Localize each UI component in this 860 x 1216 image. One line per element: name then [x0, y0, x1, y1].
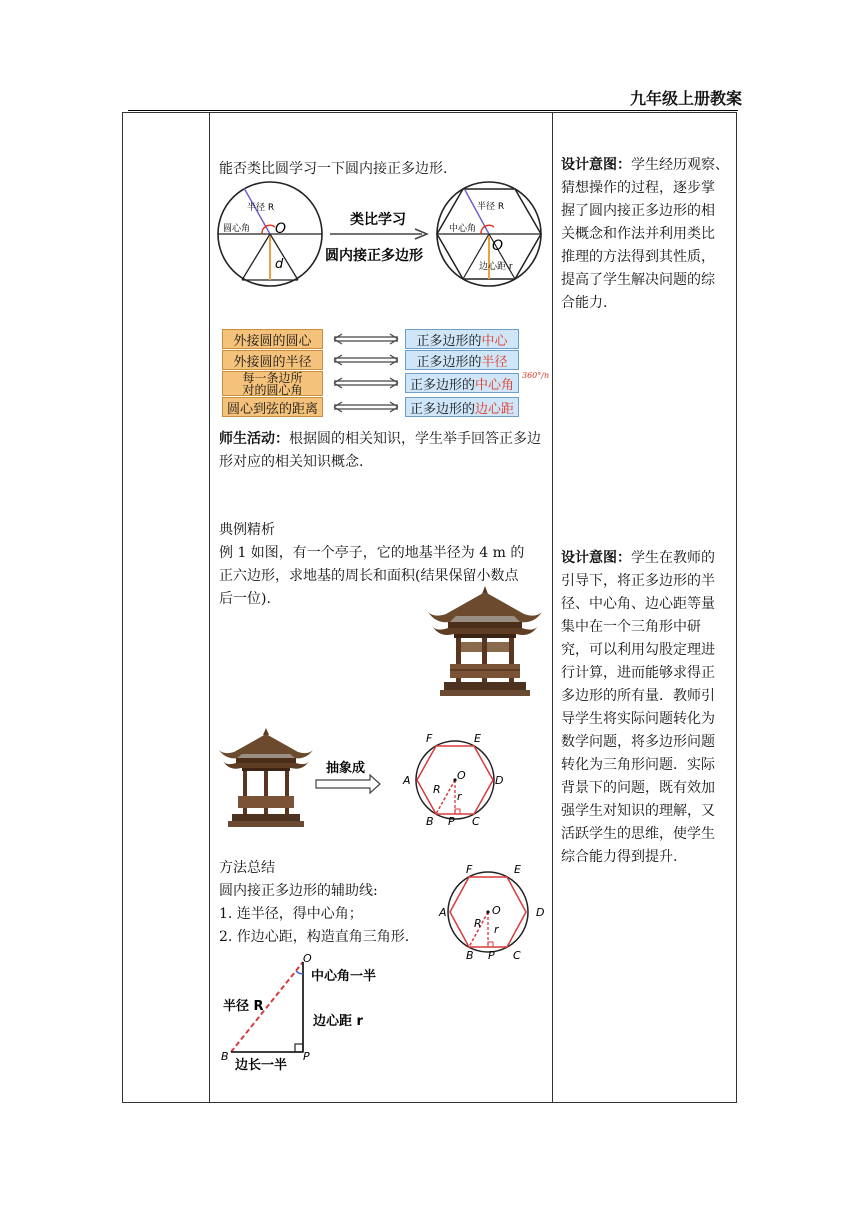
- svg-text:A: A: [439, 906, 447, 919]
- abstract-label: 抽象成: [326, 761, 366, 776]
- radius-label: 半径 R: [247, 203, 275, 213]
- analogy-arrow-bottom-label: 圆内接正多边形: [325, 248, 423, 264]
- svg-text:E: E: [514, 863, 521, 876]
- half-angle-arc: [296, 971, 303, 974]
- poly-center-angle-label: 中心角: [449, 224, 477, 234]
- method-item-1: 1. 连半径，得中心角；: [219, 906, 363, 922]
- double-arrow-2: [334, 378, 398, 388]
- header-rule: [128, 110, 738, 111]
- triangle-apothem-label: 边心距 r: [313, 1014, 363, 1029]
- example-heading: 典例精析: [219, 522, 275, 538]
- mapping-arrows: [330, 329, 402, 419]
- center-o-label: O: [275, 221, 287, 237]
- half-side-label: 边长一半: [235, 1058, 288, 1073]
- method-heading: 方法总结: [219, 860, 275, 876]
- double-arrow-0: [334, 334, 398, 344]
- pavilion-image: [426, 584, 544, 700]
- activity-paragraph: [219, 428, 545, 474]
- apothem-label: 边心距 r: [479, 262, 513, 272]
- method-item-2: 2. 作边心距，构造直角三角形.: [219, 929, 410, 945]
- svg-text:D: D: [536, 906, 545, 919]
- hexagon-spoke-a: [463, 234, 489, 279]
- half-angle-label: 中心角一半: [311, 969, 377, 984]
- double-arrow-3: [334, 402, 398, 412]
- svg-text:r: r: [457, 790, 462, 803]
- hexagon-figure-2: [436, 860, 550, 964]
- mapping-right-0: 正多边形的 中心: [405, 329, 519, 349]
- svg-text:E: E: [474, 732, 481, 745]
- right-triangle-figure: [218, 952, 388, 1074]
- activity-text: 根据圆的相关知识，学生举手回答正多边形对应的相关知识概念.: [219, 431, 541, 470]
- svg-text:P: P: [303, 1050, 310, 1063]
- mapping-left-3: 圆心到弦的距离: [222, 397, 323, 417]
- central-angle-arc: [481, 225, 494, 234]
- mapping-right-3: 正多边形的 边心距: [405, 397, 519, 417]
- svg-text:A: A: [403, 774, 411, 787]
- analogy-figure: [217, 180, 547, 298]
- intro-text: 能否类比圆学习一下圆内接正多边形.: [219, 161, 448, 177]
- svg-text:C: C: [472, 815, 480, 828]
- svg-text:F: F: [426, 732, 433, 745]
- table-column-divider-2: [552, 112, 553, 1103]
- pavilion-image-small: [218, 726, 314, 830]
- analogy-arrow: [330, 229, 427, 239]
- svg-text:F: F: [466, 863, 473, 876]
- right-angle-marker: [295, 1044, 303, 1052]
- activity-label: 师生活动：: [219, 431, 289, 447]
- distance-d-label: d: [275, 257, 284, 272]
- svg-text:C: C: [513, 949, 521, 962]
- page-header-title: 九年级上册教案: [629, 89, 742, 108]
- mapping-left-2: 每一条边所 对的圆心角: [222, 371, 323, 396]
- example-text-line-2: 正六边形，求地基的周长和面积(结果保留小数点: [219, 568, 519, 584]
- abstract-arrow-figure: [314, 758, 384, 798]
- abstract-arrow: [316, 775, 380, 793]
- chord-side-a: [242, 234, 270, 280]
- example-text-line-3: 后一位).: [219, 591, 271, 607]
- highlight-center: 中心: [481, 333, 508, 349]
- svg-text:B: B: [221, 1050, 229, 1063]
- svg-text:r: r: [494, 923, 499, 936]
- svg-text:R: R: [433, 783, 441, 796]
- svg-text:O: O: [457, 769, 466, 782]
- example-text-line-1: 例 1 如图，有一个亭子，它的地基半径为 4 m 的: [219, 545, 525, 561]
- note1-label: 设计意图：: [561, 157, 631, 173]
- svg-text:B: B: [466, 949, 474, 962]
- poly-center-o-label: O: [492, 238, 504, 254]
- mapping-right-1: 正多边形的 半径: [405, 350, 519, 370]
- svg-text:O: O: [492, 904, 501, 917]
- highlight-radius: 半径: [481, 354, 508, 370]
- note2-label: 设计意图：: [561, 550, 631, 566]
- center-angle-label: 圆心角: [223, 224, 251, 234]
- table-column-divider-1: [209, 112, 210, 1103]
- svg-text:B: B: [426, 815, 434, 828]
- highlight-apothem: 边心距: [475, 401, 515, 417]
- highlight-central-angle: 中心角: [475, 377, 515, 393]
- svg-text:P: P: [488, 949, 495, 962]
- analogy-arrow-top-label: 类比学习: [350, 212, 406, 228]
- poly-radius-label: 半径 R: [477, 202, 505, 212]
- svg-text:O: O: [303, 952, 312, 965]
- mapping-left-1: 外接圆的半径: [222, 350, 323, 370]
- double-arrow-1: [334, 355, 398, 365]
- pavilion-photo-illustration: [428, 586, 542, 696]
- triangle-radius-label: 半径 R: [223, 999, 264, 1014]
- mapping-left-0: 外接圆的圆心: [222, 329, 323, 349]
- svg-text:R: R: [474, 917, 482, 930]
- svg-text:P: P: [448, 815, 455, 828]
- method-subheading: 圆内接正多边形的辅助线:: [219, 883, 378, 899]
- formula-360-over-n: 360°/n: [522, 371, 550, 380]
- mapping-right-2: 正多边形的 中心角: [405, 373, 519, 393]
- hexagon-figure-1: [398, 728, 508, 828]
- svg-text:D: D: [495, 774, 504, 787]
- pavilion-photo-illustration-small: [219, 728, 313, 827]
